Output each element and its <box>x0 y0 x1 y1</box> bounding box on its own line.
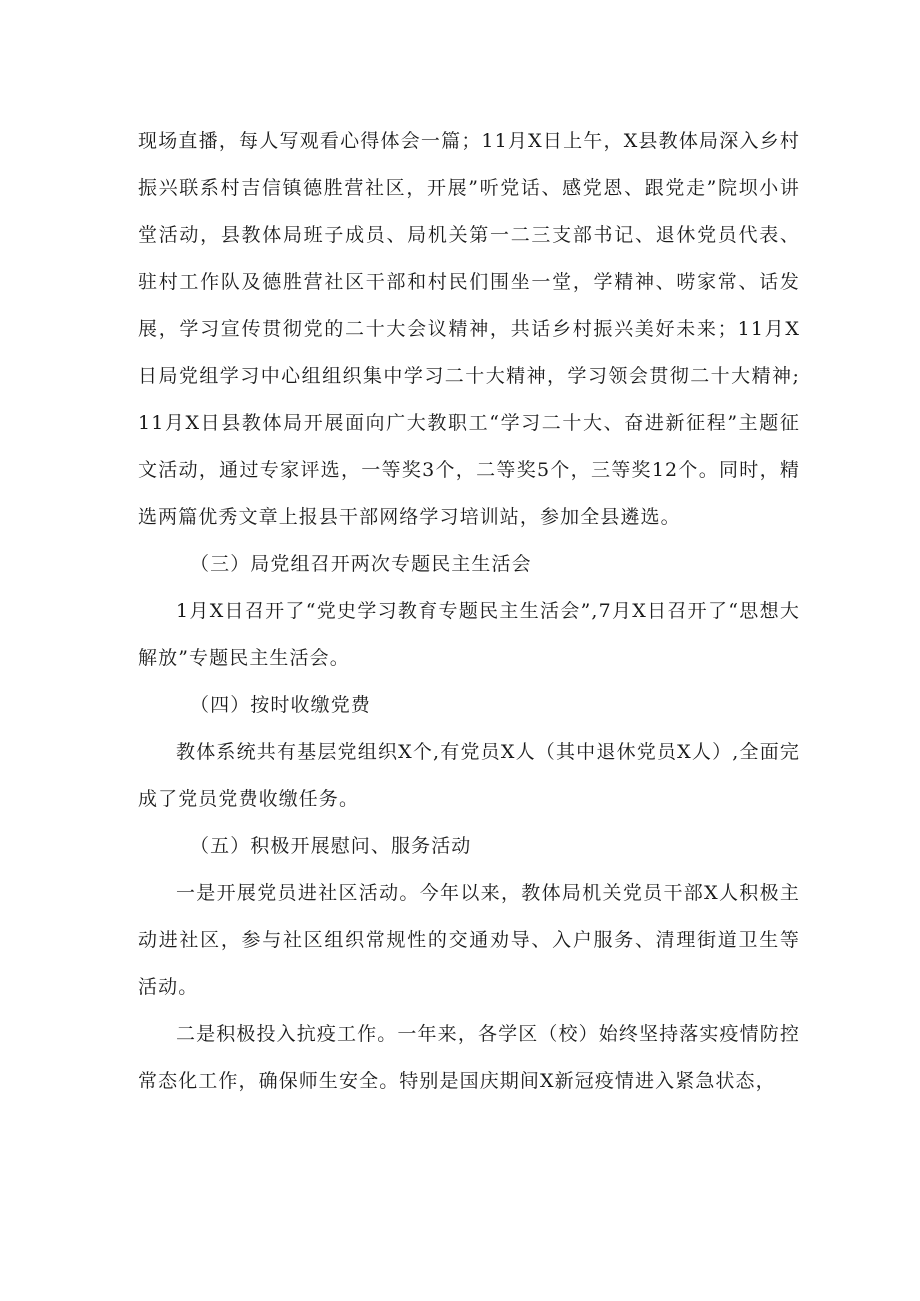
paragraph-democratic-meetings: 1月X日召开了“党史学习教育专题民主生活会”,7月X日召开了“思想大解放”专题民主生活会。 <box>138 600 800 669</box>
paragraph-party-dues: 教体系统共有基层党组织X个,有党员X人（其中退休党员X人）,全面完成了党员党费收缴任务。 <box>138 741 800 810</box>
paragraph-epidemic-work: 二是积极投入抗疫工作。一年来，各学区（校）始终坚持落实疫情防控常态化工作，确保师生安全。特别是国庆期间X新冠疫情进入紧急状态， <box>138 1023 800 1092</box>
section-heading-4: （四）按时收缴党费 <box>190 694 371 716</box>
paragraph-community-service: 一是开展党员进社区活动。今年以来，教体局机关党员干部X人积极主动进社区，参与社区组织常规性的交通劝导、入户服务、清理街道卫生等活动。 <box>138 882 800 998</box>
section-heading-5: （五）积极开展慰问、服务活动 <box>190 835 472 857</box>
paragraph-activities-continued: 现场直播，每人写观看心得体会一篇；11月X日上午，X县教体局深入乡村振兴联系村吉信镇德胜营社区，开展”听党话、感党恩、跟党走”院坝小讲堂活动，县教体局班子成员、局机关第一二三支部书记、退休党员代表、驻村工作队及德胜营社区干部和村民们围坐一堂，学精神、唠家常、话发展，学习宣传贯彻党的二十大会议精神，共话乡村振兴美好未来；11月X日局党组学习中心组组织集中学习二十大精神，学习领会贯彻二十大精神;11月X日县教体局开展面向广大教职工“学习二十大、奋进新征程”主题征文活动，通过专家评选，一等奖3个，二等奖5个，三等奖12个。同时，精选两篇优秀文章上报县干部网络学习培训站，参加全县遴选。 <box>138 130 800 528</box>
document-body <box>138 118 800 1105</box>
section-heading-3: （三）局党组召开两次专题民主生活会 <box>190 553 532 575</box>
